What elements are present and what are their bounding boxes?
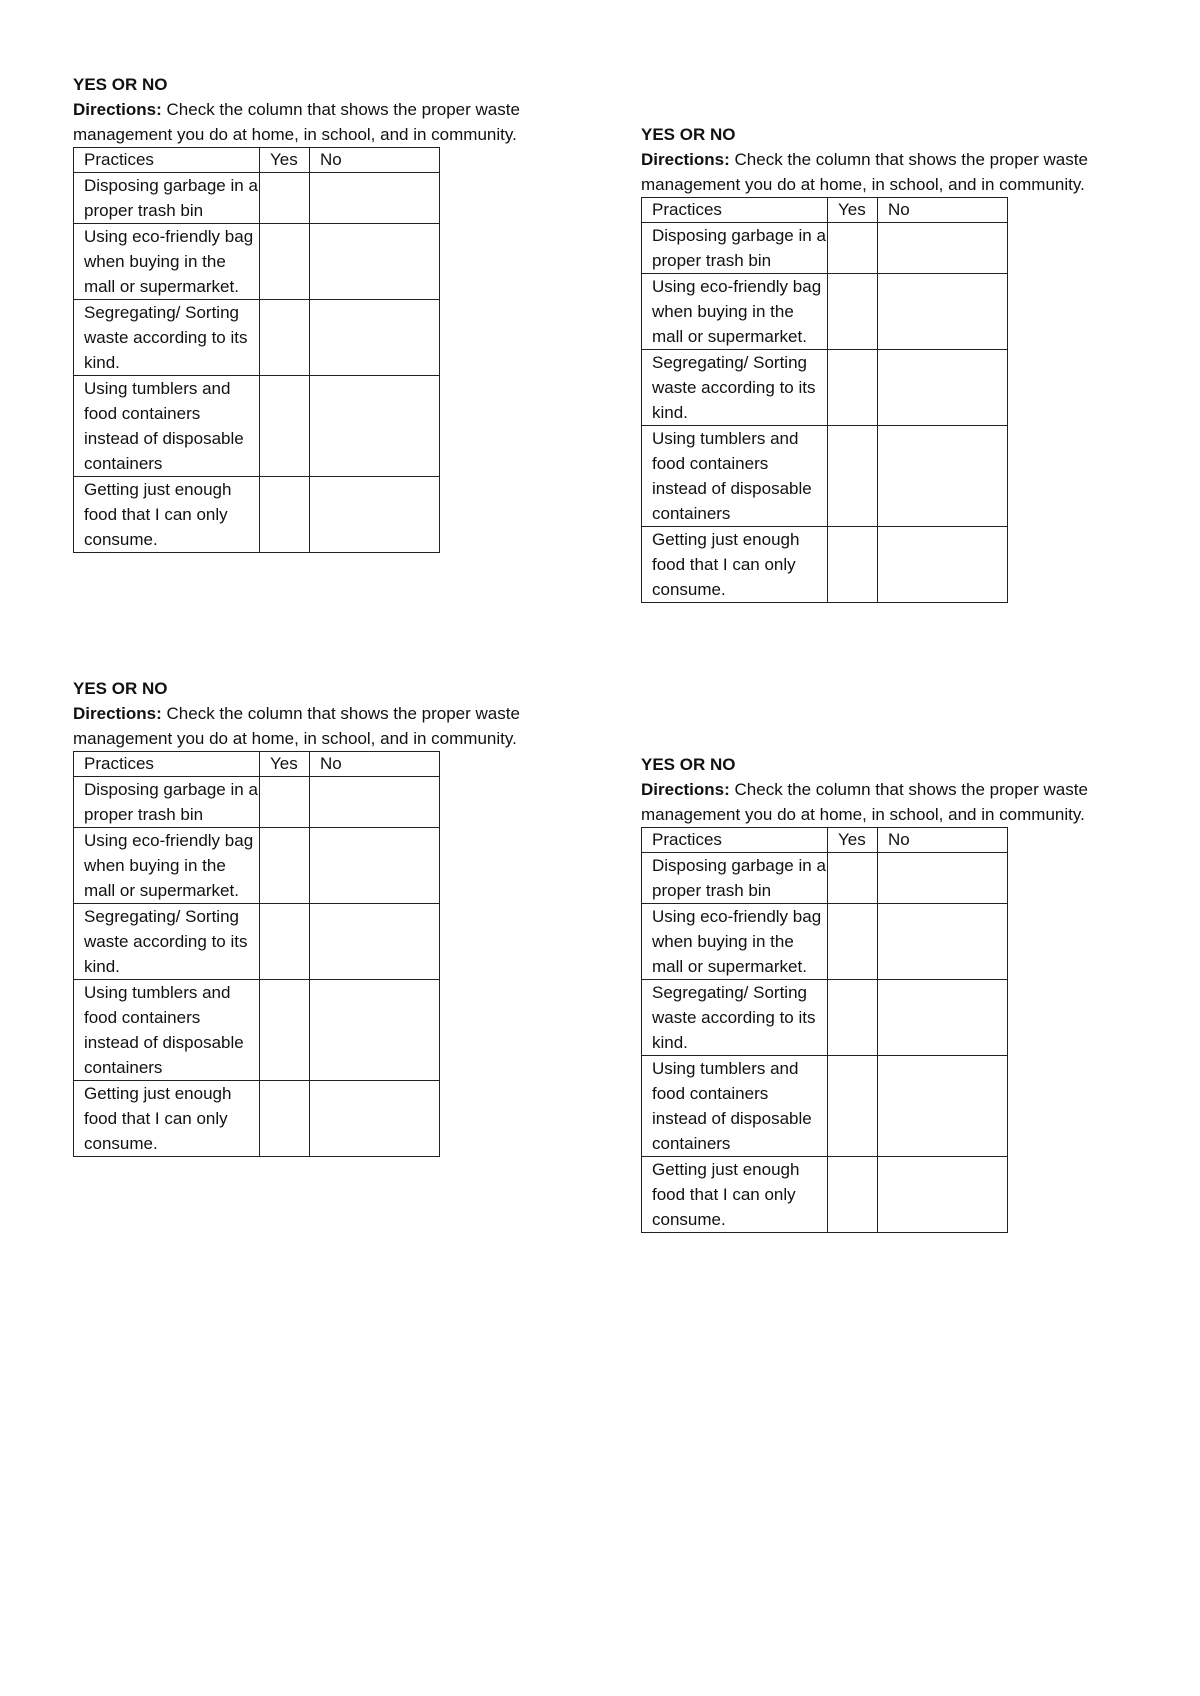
table-row	[642, 223, 1008, 274]
practice-cell: Getting just enough food that I can only consume.	[74, 1081, 260, 1157]
no-check-cell[interactable]	[878, 527, 1008, 603]
header-practices: Practices	[74, 148, 260, 173]
yes-check-cell[interactable]	[828, 350, 878, 426]
no-check-cell[interactable]	[878, 904, 1008, 980]
worksheet-title: YES OR NO	[73, 679, 168, 698]
header-no: No	[878, 828, 1008, 853]
table-row	[74, 224, 440, 300]
no-check-cell[interactable]	[878, 1056, 1008, 1157]
table-row	[642, 904, 1008, 980]
yes-check-cell[interactable]	[828, 904, 878, 980]
no-check-cell[interactable]	[310, 828, 440, 904]
table-header-row	[74, 752, 440, 777]
no-check-cell[interactable]	[310, 376, 440, 477]
practices-table	[73, 147, 440, 553]
practice-cell: Using tumblers and food containers instead of disposable containers	[642, 426, 828, 527]
practice-cell: Using eco-friendly bag when buying in the mall or supermarket.	[74, 828, 260, 904]
worksheet-3	[641, 122, 1161, 603]
practice-cell: Using eco-friendly bag when buying in the mall or supermarket.	[642, 274, 828, 350]
practice-cell: Segregating/ Sorting waste according to its kind.	[642, 350, 828, 426]
table-row	[642, 426, 1008, 527]
table-header-row	[642, 828, 1008, 853]
yes-check-cell[interactable]	[260, 477, 310, 553]
practice-cell: Disposing garbage in a proper trash bin	[74, 173, 260, 224]
yes-check-cell[interactable]	[260, 376, 310, 477]
yes-check-cell[interactable]	[260, 224, 310, 300]
practice-cell: Segregating/ Sorting waste according to its kind.	[74, 904, 260, 980]
no-check-cell[interactable]	[310, 777, 440, 828]
practice-cell: Segregating/ Sorting waste according to its kind.	[642, 980, 828, 1056]
header-yes: Yes	[828, 198, 878, 223]
practice-cell: Disposing garbage in a proper trash bin	[74, 777, 260, 828]
worksheet-title: YES OR NO	[641, 125, 736, 144]
no-check-cell[interactable]	[878, 1157, 1008, 1233]
yes-check-cell[interactable]	[828, 527, 878, 603]
no-check-cell[interactable]	[310, 477, 440, 553]
table-row	[74, 777, 440, 828]
worksheet-title: YES OR NO	[641, 755, 736, 774]
yes-check-cell[interactable]	[828, 274, 878, 350]
yes-check-cell[interactable]	[828, 980, 878, 1056]
no-check-cell[interactable]	[310, 300, 440, 376]
table-header-row	[74, 148, 440, 173]
yes-check-cell[interactable]	[260, 828, 310, 904]
table-row	[642, 274, 1008, 350]
worksheet-1	[73, 72, 593, 553]
no-check-cell[interactable]	[310, 224, 440, 300]
directions-label: Directions:	[641, 150, 730, 169]
table-row	[74, 904, 440, 980]
header-practices: Practices	[642, 828, 828, 853]
yes-check-cell[interactable]	[260, 300, 310, 376]
table-row	[74, 300, 440, 376]
worksheet-4	[641, 752, 1161, 1233]
directions-text: Check the column that shows the proper waste management you do at home, in school, and in community.	[641, 780, 1088, 824]
table-row	[642, 980, 1008, 1056]
no-check-cell[interactable]	[310, 904, 440, 980]
header-no: No	[310, 752, 440, 777]
no-check-cell[interactable]	[878, 426, 1008, 527]
worksheet-directions	[641, 147, 1161, 197]
yes-check-cell[interactable]	[260, 980, 310, 1081]
no-check-cell[interactable]	[878, 980, 1008, 1056]
no-check-cell[interactable]	[878, 274, 1008, 350]
directions-text: Check the column that shows the proper waste management you do at home, in school, and in community.	[73, 704, 520, 748]
table-row	[74, 376, 440, 477]
yes-check-cell[interactable]	[828, 853, 878, 904]
yes-check-cell[interactable]	[828, 223, 878, 274]
practices-table	[641, 197, 1008, 603]
worksheet-directions	[73, 701, 593, 751]
no-check-cell[interactable]	[310, 1081, 440, 1157]
practice-cell: Getting just enough food that I can only consume.	[74, 477, 260, 553]
no-check-cell[interactable]	[878, 853, 1008, 904]
table-row	[642, 527, 1008, 603]
practices-table	[73, 751, 440, 1157]
yes-check-cell[interactable]	[828, 1157, 878, 1233]
directions-label: Directions:	[73, 704, 162, 723]
practice-cell: Using tumblers and food containers instead of disposable containers	[642, 1056, 828, 1157]
practice-cell: Using eco-friendly bag when buying in the mall or supermarket.	[74, 224, 260, 300]
yes-check-cell[interactable]	[260, 173, 310, 224]
table-row	[642, 1056, 1008, 1157]
header-practices: Practices	[74, 752, 260, 777]
worksheet-2	[73, 676, 593, 1157]
header-no: No	[310, 148, 440, 173]
no-check-cell[interactable]	[310, 173, 440, 224]
table-row	[642, 853, 1008, 904]
table-header-row	[642, 198, 1008, 223]
no-check-cell[interactable]	[878, 223, 1008, 274]
directions-text: Check the column that shows the proper waste management you do at home, in school, and in community.	[73, 100, 520, 144]
practices-table	[641, 827, 1008, 1233]
header-yes: Yes	[828, 828, 878, 853]
header-practices: Practices	[642, 198, 828, 223]
practice-cell: Using tumblers and food containers instead of disposable containers	[74, 980, 260, 1081]
table-row	[642, 350, 1008, 426]
table-row	[74, 477, 440, 553]
header-yes: Yes	[260, 752, 310, 777]
yes-check-cell[interactable]	[260, 904, 310, 980]
yes-check-cell[interactable]	[828, 426, 878, 527]
practice-cell: Using tumblers and food containers instead of disposable containers	[74, 376, 260, 477]
header-no: No	[878, 198, 1008, 223]
worksheet-title: YES OR NO	[73, 75, 168, 94]
practice-cell: Segregating/ Sorting waste according to its kind.	[74, 300, 260, 376]
no-check-cell[interactable]	[878, 350, 1008, 426]
yes-check-cell[interactable]	[260, 777, 310, 828]
practice-cell: Getting just enough food that I can only consume.	[642, 527, 828, 603]
practice-cell: Getting just enough food that I can only consume.	[642, 1157, 828, 1233]
practice-cell: Using eco-friendly bag when buying in the mall or supermarket.	[642, 904, 828, 980]
table-row	[74, 828, 440, 904]
practice-cell: Disposing garbage in a proper trash bin	[642, 853, 828, 904]
header-yes: Yes	[260, 148, 310, 173]
directions-label: Directions:	[641, 780, 730, 799]
table-row	[74, 1081, 440, 1157]
directions-label: Directions:	[73, 100, 162, 119]
worksheet-directions	[641, 777, 1161, 827]
table-row	[74, 980, 440, 1081]
table-row	[74, 173, 440, 224]
yes-check-cell[interactable]	[260, 1081, 310, 1157]
directions-text: Check the column that shows the proper waste management you do at home, in school, and in community.	[641, 150, 1088, 194]
table-row	[642, 1157, 1008, 1233]
practice-cell: Disposing garbage in a proper trash bin	[642, 223, 828, 274]
no-check-cell[interactable]	[310, 980, 440, 1081]
worksheet-directions	[73, 97, 593, 147]
yes-check-cell[interactable]	[828, 1056, 878, 1157]
